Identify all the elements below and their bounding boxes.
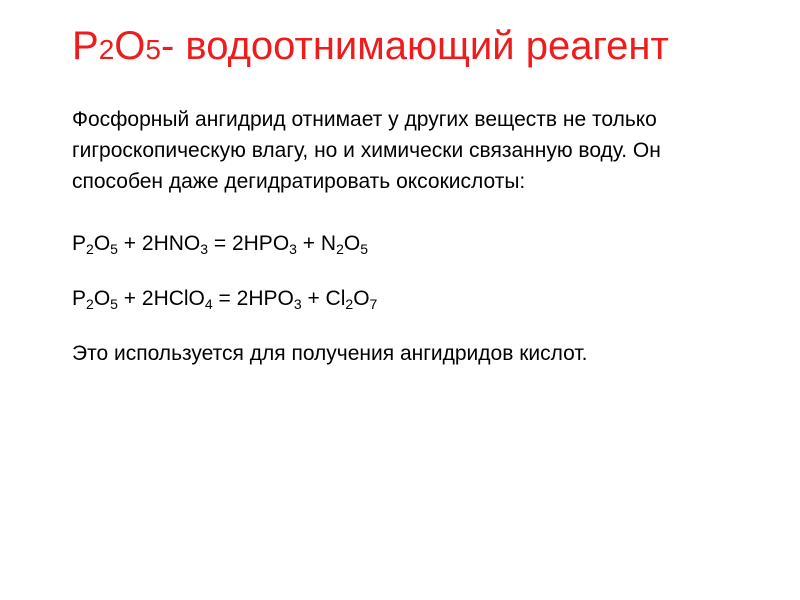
title-formula-2: 2 (98, 34, 115, 65)
title-formula-5: 5 (145, 34, 161, 65)
slide-body (72, 104, 752, 369)
eq2-subscript: 4 (204, 296, 213, 312)
eq2-term: O (93, 287, 111, 310)
eq2-term: O (353, 287, 370, 310)
title-formula-o: O (114, 24, 146, 68)
equation-1 (72, 228, 752, 259)
eq1-subscript: 2 (86, 241, 94, 257)
eq1-subscript: 3 (200, 241, 209, 257)
title-formula-p: P (72, 24, 99, 68)
eq1-term: = 2HPO (208, 232, 290, 255)
title-text: - водоотнимающий реагент (160, 24, 669, 68)
eq1-subscript: 3 (289, 241, 297, 257)
eq2-subscript: 3 (293, 296, 302, 312)
eq2-term: + Cl (301, 287, 346, 310)
slide-title (72, 22, 669, 74)
eq1-subscript: 5 (360, 241, 368, 257)
eq2-subscript: 5 (110, 296, 118, 312)
equation-2 (72, 283, 752, 314)
eq2-subscript: 2 (345, 296, 354, 312)
eq1-term: O (93, 232, 111, 255)
eq1-subscript: 2 (336, 241, 344, 257)
eq2-term: P (72, 287, 87, 310)
eq1-term: + N (296, 232, 337, 255)
eq1-term: + 2HNO (117, 232, 201, 255)
description-paragraph: Фосфорный ангидрид отнимает у других веществ не только гигроскопическую влагу, но и химически связанную воду. Он способен даже дегидратировать оксокислоты: (72, 108, 661, 193)
eq2-subscript: 7 (369, 296, 378, 312)
eq1-subscript: 5 (110, 241, 118, 257)
eq2-term: = 2HPO (212, 287, 294, 310)
note-text: Это используется для получения ангидридов кислот. (72, 342, 588, 365)
eq1-term: P (72, 232, 87, 255)
eq2-term: + 2HClO (117, 287, 205, 310)
eq1-term: O (343, 232, 361, 255)
eq2-subscript: 2 (86, 296, 94, 312)
